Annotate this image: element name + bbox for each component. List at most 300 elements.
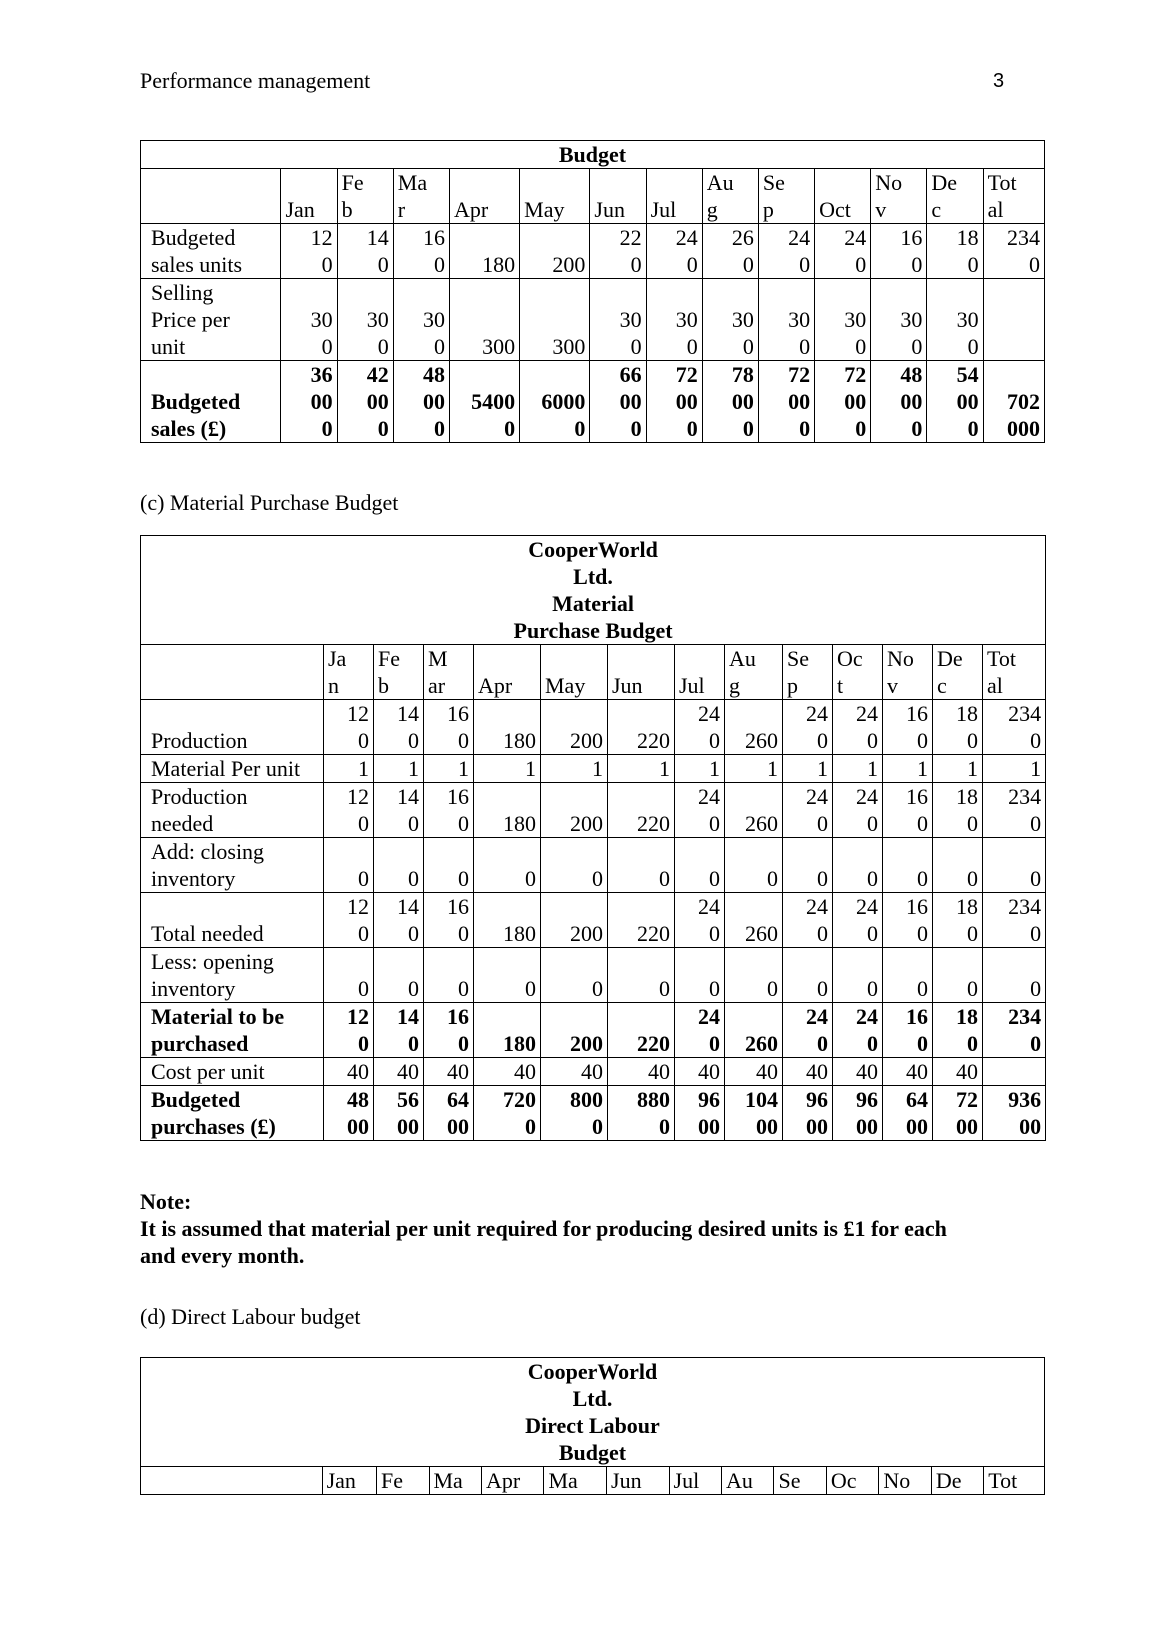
table-cell-line: 00 xyxy=(366,389,389,414)
table-cell-line: 78 xyxy=(731,362,754,387)
table-cell-line: 0 xyxy=(911,334,923,359)
table-cell-line: 0 xyxy=(867,1031,878,1056)
table-cell-line: 0 xyxy=(358,1031,369,1056)
table-cell-line xyxy=(478,1003,536,1030)
table-cell xyxy=(324,700,374,755)
table-cell xyxy=(983,755,1046,783)
table-cell xyxy=(725,893,783,948)
table-cell-line: 0 xyxy=(1030,921,1042,946)
table-cell-line: 0 xyxy=(525,866,536,891)
table-cell-line: 180 xyxy=(503,1031,536,1056)
note-title: Note: xyxy=(140,1189,192,1214)
table-cell-line: 66 xyxy=(619,362,642,387)
table-cell xyxy=(783,1058,833,1086)
row-label-line: Material Per unit xyxy=(151,756,301,781)
table-cell-line: 200 xyxy=(552,252,586,277)
table-cell-line xyxy=(988,361,1040,388)
table-cell xyxy=(725,1003,783,1058)
month-header-cell-line: Fe xyxy=(341,170,364,195)
table-cell xyxy=(393,224,449,279)
table-cell xyxy=(702,361,758,443)
table-cell-line: 1 xyxy=(967,756,978,781)
table-cell-line: 12 xyxy=(310,225,333,250)
table-cell xyxy=(474,755,541,783)
table-cell-line: 220 xyxy=(637,1031,670,1056)
table-cell-line: 0 xyxy=(458,976,469,1001)
table-cell-line: 0 xyxy=(817,728,828,753)
table-cell-line: 220 xyxy=(637,811,670,836)
table-cell xyxy=(324,783,374,838)
table-cell-line: 1 xyxy=(867,756,878,781)
table-cell xyxy=(725,948,783,1003)
table-cell xyxy=(933,948,983,1003)
month-header-cell xyxy=(983,645,1046,700)
table-cell-line: 0 xyxy=(659,866,670,891)
table-cell-line: 24 xyxy=(806,1004,828,1029)
table-cell-line: 30 xyxy=(366,307,389,332)
table-cell xyxy=(883,700,933,755)
table-cell-line: 0 xyxy=(967,866,978,891)
table-cell-line xyxy=(987,838,1041,865)
table-cell-line: 0 xyxy=(967,334,979,359)
table-cell-line: 0 xyxy=(817,921,828,946)
month-header-cell: Jun xyxy=(607,1467,670,1495)
table-cell-line: 40 xyxy=(806,1059,828,1084)
table-cell-line: 96 xyxy=(806,1087,828,1112)
table-cell-line: 6000 xyxy=(541,389,586,414)
table-cell-line xyxy=(837,838,878,865)
table-cell xyxy=(374,700,424,755)
row-label-line: Cost per unit xyxy=(151,1059,265,1084)
month-header-cell: Apr xyxy=(481,1467,544,1495)
table-cell-line xyxy=(378,838,419,865)
row-label xyxy=(141,224,281,279)
table-cell-line: 72 xyxy=(844,362,867,387)
table-cell-line xyxy=(524,361,585,388)
table-cell-line: 0 xyxy=(967,1031,978,1056)
table-title-line: Ltd. xyxy=(572,1386,613,1411)
table-cell-line: 0 xyxy=(686,252,698,277)
table-cell-line xyxy=(545,893,603,920)
table-cell-line: 0 xyxy=(433,416,445,441)
table-cell-line: 0 xyxy=(574,416,586,441)
table-cell-line xyxy=(612,700,670,727)
table-cell xyxy=(324,1058,374,1086)
table-cell xyxy=(324,948,374,1003)
month-header-cell xyxy=(871,169,927,224)
table-cell-line: 0 xyxy=(799,252,811,277)
table-cell xyxy=(725,1086,783,1141)
table-cell-line: 1 xyxy=(767,756,778,781)
table-cell-line: 260 xyxy=(745,811,778,836)
table-cell xyxy=(933,755,983,783)
table-cell-line: 0 xyxy=(917,976,928,1001)
table-cell-line xyxy=(328,838,369,865)
month-header-cell: Au xyxy=(722,1467,774,1495)
row-label-line: Budgeted xyxy=(151,1087,241,1112)
month-header-cell-line: p xyxy=(787,673,798,698)
table-cell-line: 12 xyxy=(347,894,369,919)
month-header-cell-line: c xyxy=(937,673,947,698)
row-label xyxy=(141,1058,324,1086)
table-cell-line: 1 xyxy=(659,756,670,781)
table-cell-line: 0 xyxy=(592,976,603,1001)
table-cell xyxy=(725,783,783,838)
table-cell-line: 00 xyxy=(956,1114,978,1139)
table-cell-line: 0 xyxy=(433,252,445,277)
row-label-line: unit xyxy=(151,334,186,359)
row-label-line: Production xyxy=(151,784,248,809)
table-cell-line: 24 xyxy=(698,1004,720,1029)
table-cell-line: 0 xyxy=(1030,976,1042,1001)
table-cell-line: 24 xyxy=(856,701,878,726)
table-cell-line: 30 xyxy=(731,307,754,332)
table-cell-line: 0 xyxy=(592,866,603,891)
month-header-cell: Se xyxy=(774,1467,826,1495)
table-cell-line xyxy=(729,700,778,727)
table-cell-line xyxy=(612,948,670,975)
table-cell-line xyxy=(679,838,720,865)
row-label xyxy=(141,700,324,755)
table-title-line: CooperWorld xyxy=(527,1359,658,1384)
month-header-cell xyxy=(725,645,783,700)
month-header-cell: Fe xyxy=(377,1467,429,1495)
month-header-cell-line xyxy=(819,169,866,196)
month-header-cell-line: Jan xyxy=(285,197,315,222)
table-cell xyxy=(983,224,1044,279)
table-cell-line: 0 xyxy=(321,416,333,441)
table-title-line: Ltd. xyxy=(573,564,613,589)
table-cell-line: 720 xyxy=(503,1087,536,1112)
month-header-cell-line: p xyxy=(762,197,774,222)
table-cell xyxy=(541,755,608,783)
table-cell xyxy=(675,893,725,948)
table-cell-line: 0 xyxy=(1030,728,1042,753)
row-label-header xyxy=(141,1467,323,1495)
table-cell xyxy=(324,893,374,948)
month-header-cell xyxy=(783,645,833,700)
table-cell-line: 14 xyxy=(397,784,419,809)
note-block xyxy=(140,1188,1020,1269)
month-header-cell-line xyxy=(651,169,698,196)
table-cell-line: 00 xyxy=(347,1114,369,1139)
table-cell xyxy=(474,1003,541,1058)
table-cell-line xyxy=(651,279,698,306)
table-cell xyxy=(424,1058,474,1086)
table-cell-line xyxy=(454,279,515,306)
table-cell-line: 0 xyxy=(799,334,811,359)
table-cell xyxy=(783,755,833,783)
table-cell-line: 0 xyxy=(1029,252,1040,277)
table-cell-line: 16 xyxy=(906,701,928,726)
table-cell xyxy=(933,893,983,948)
table-cell-line xyxy=(763,279,810,306)
table-cell-line: 14 xyxy=(397,894,419,919)
table-cell xyxy=(833,755,883,783)
table-cell-line: 00 xyxy=(1019,1114,1042,1139)
table-cell xyxy=(541,700,608,755)
month-header-cell xyxy=(927,169,983,224)
row-label xyxy=(141,361,281,443)
table-cell-line: 0 xyxy=(525,1114,536,1139)
month-header-row xyxy=(141,645,1046,700)
table-cell-line: 0 xyxy=(659,976,670,1001)
table-cell-line: 200 xyxy=(570,921,603,946)
table-cell-line: 0 xyxy=(967,976,978,1001)
month-header-cell-line: De xyxy=(937,646,963,671)
table-cell-line xyxy=(545,948,603,975)
table-cell-line: 260 xyxy=(745,728,778,753)
table-row xyxy=(141,224,1045,279)
table-cell-line: 00 xyxy=(422,389,445,414)
table-cell-line: 18 xyxy=(956,1004,978,1029)
table-cell-line: 96 xyxy=(698,1087,720,1112)
table-cell xyxy=(833,783,883,838)
table-cell-line: 0 xyxy=(867,921,878,946)
month-header-cell-line: g xyxy=(706,197,718,222)
month-header-cell-line: al xyxy=(987,197,1004,222)
table-cell-line: 30 xyxy=(900,307,923,332)
table-cell-line: 234 xyxy=(1007,225,1040,250)
month-header-cell xyxy=(393,169,449,224)
table-cell-line: 0 xyxy=(686,416,698,441)
month-header-cell-line xyxy=(545,645,603,672)
table-cell-line: 0 xyxy=(709,1031,720,1056)
table-cell-line: 22 xyxy=(619,225,642,250)
table-cell xyxy=(983,279,1044,361)
table-cell-line: 48 xyxy=(422,362,445,387)
table-cell-line: 0 xyxy=(867,976,878,1001)
table-cell-line: 0 xyxy=(321,252,333,277)
table-cell xyxy=(474,838,541,893)
table-cell xyxy=(590,361,646,443)
table-cell-line xyxy=(594,279,641,306)
table-cell-line: 00 xyxy=(844,389,867,414)
table-cell-line: 00 xyxy=(856,1114,878,1139)
table-cell-line: 12 xyxy=(347,1004,369,1029)
table-cell xyxy=(541,893,608,948)
table-cell-line: 800 xyxy=(570,1087,603,1112)
row-label xyxy=(141,948,324,1003)
table-cell-line: 0 xyxy=(504,416,516,441)
table-cell-line: 0 xyxy=(358,866,369,891)
table-cell xyxy=(983,838,1046,893)
month-header-cell-line: v xyxy=(887,673,898,698)
row-label-line: sales (£) xyxy=(151,416,227,441)
table-cell xyxy=(541,1003,608,1058)
material-purchase-budget-table xyxy=(140,535,1046,1141)
table-cell-line: 0 xyxy=(855,416,867,441)
table-cell xyxy=(393,361,449,443)
table-cell xyxy=(374,783,424,838)
row-label xyxy=(141,838,324,893)
table-cell-line: 24 xyxy=(698,701,720,726)
table-cell-line: 00 xyxy=(788,389,811,414)
table-cell xyxy=(474,948,541,1003)
month-header-cell-line: Jun xyxy=(594,197,625,222)
table-cell-line: 1 xyxy=(358,756,369,781)
month-header-cell-line: Apr xyxy=(453,197,489,222)
table-cell xyxy=(337,224,393,279)
table-cell-line xyxy=(729,948,778,975)
month-header-cell-line: n xyxy=(328,673,339,698)
table-title-line: Material xyxy=(552,591,634,616)
table-cell-line xyxy=(729,893,778,920)
table-cell-line: 5400 xyxy=(471,389,516,414)
month-header-cell: No xyxy=(879,1467,931,1495)
table-cell-line: 0 xyxy=(867,866,878,891)
table-cell-line: 18 xyxy=(956,894,978,919)
table-cell-line xyxy=(545,1003,603,1030)
month-header-cell xyxy=(449,169,519,224)
table-cell xyxy=(675,700,725,755)
row-label-line: Budgeted xyxy=(151,389,241,414)
table-cell-line: 0 xyxy=(817,1031,828,1056)
table-cell-line xyxy=(478,700,536,727)
table-cell xyxy=(983,700,1046,755)
table-cell xyxy=(871,224,927,279)
table-cell-line: 0 xyxy=(377,252,389,277)
table-cell-line: 30 xyxy=(310,307,333,332)
table-cell xyxy=(883,893,933,948)
table-cell-line: 0 xyxy=(917,866,928,891)
table-cell-line: 0 xyxy=(799,416,811,441)
table-cell xyxy=(324,1003,374,1058)
table-title-line: CooperWorld xyxy=(528,537,658,562)
table-cell xyxy=(833,1086,883,1141)
table-cell-line: 0 xyxy=(709,811,720,836)
table-cell-line xyxy=(987,1058,1041,1085)
table-cell-line: 0 xyxy=(709,976,720,1001)
month-header-cell xyxy=(374,645,424,700)
row-label xyxy=(141,783,324,838)
row-label-line: inventory xyxy=(151,866,236,891)
table-row xyxy=(141,361,1045,443)
table-cell-line: 234 xyxy=(1008,784,1042,809)
table-row xyxy=(141,893,1046,948)
table-cell-line xyxy=(729,783,778,810)
row-label-line xyxy=(151,361,276,388)
table-cell-line xyxy=(454,224,515,251)
table-cell xyxy=(702,224,758,279)
table-cell-line: 18 xyxy=(956,701,978,726)
table-row xyxy=(141,1003,1046,1058)
table-cell xyxy=(933,1086,983,1141)
table-title: Budget xyxy=(141,141,1045,169)
direct-labour-budget-table xyxy=(140,1357,1045,1495)
month-header-cell-line xyxy=(285,169,332,196)
table-cell-line: 0 xyxy=(377,416,389,441)
table-cell-line: 0 xyxy=(630,334,642,359)
table-cell xyxy=(815,224,871,279)
table-cell-line: 30 xyxy=(422,307,445,332)
table-cell-line: 0 xyxy=(967,811,978,836)
table-cell xyxy=(424,948,474,1003)
table-cell-line: 40 xyxy=(514,1059,536,1084)
table-title-row xyxy=(141,1358,1045,1467)
table-cell xyxy=(608,755,675,783)
table-cell-line xyxy=(787,838,828,865)
month-header-cell xyxy=(983,169,1044,224)
row-label-header xyxy=(141,169,281,224)
table-cell-line: 30 xyxy=(788,307,811,332)
month-header-cell-line: Tot xyxy=(987,170,1017,195)
table-cell-line: 0 xyxy=(408,728,419,753)
table-cell xyxy=(424,1086,474,1141)
month-header-cell-line: May xyxy=(545,673,586,698)
table-cell xyxy=(675,755,725,783)
table-cell xyxy=(424,893,474,948)
table-cell-line: 0 xyxy=(867,811,878,836)
table-cell-line: 0 xyxy=(358,811,369,836)
month-header-cell-line: Au xyxy=(706,170,734,195)
table-cell xyxy=(608,700,675,755)
table-cell-line: 16 xyxy=(900,225,923,250)
table-cell-line: 24 xyxy=(698,894,720,919)
table-cell-line: 180 xyxy=(503,921,536,946)
table-cell-line: 0 xyxy=(917,921,928,946)
month-header-cell-line xyxy=(454,169,515,196)
table-cell xyxy=(783,700,833,755)
table-cell-line: 18 xyxy=(956,784,978,809)
month-header-cell-line: al xyxy=(987,673,1003,698)
row-label-line: purchases (£) xyxy=(151,1114,276,1139)
table-cell-line: 14 xyxy=(397,1004,419,1029)
table-cell xyxy=(833,1058,883,1086)
table-cell-line: 0 xyxy=(630,252,642,277)
table-cell-line: 30 xyxy=(844,307,867,332)
table-cell xyxy=(883,1086,933,1141)
month-header-cell xyxy=(281,169,337,224)
table-cell-line xyxy=(612,838,670,865)
month-header-cell: Oc xyxy=(826,1467,878,1495)
table-cell-line xyxy=(545,838,603,865)
table-cell xyxy=(374,838,424,893)
table-cell-line xyxy=(819,279,866,306)
row-label xyxy=(141,1003,324,1058)
table-cell xyxy=(675,1086,725,1141)
table-cell-line: 40 xyxy=(447,1059,469,1084)
row-label-line: Production xyxy=(151,728,248,753)
table-cell-line xyxy=(887,948,928,975)
table-cell xyxy=(474,1058,541,1086)
table-cell xyxy=(725,838,783,893)
month-header-cell: Ma xyxy=(544,1467,607,1495)
table-cell-line xyxy=(987,948,1041,975)
table-cell xyxy=(933,1058,983,1086)
table-cell xyxy=(883,783,933,838)
table-cell-line xyxy=(478,893,536,920)
row-label xyxy=(141,279,281,361)
table-cell-line: 0 xyxy=(967,921,978,946)
table-cell-line xyxy=(398,279,445,306)
table-cell-line: 40 xyxy=(347,1059,369,1084)
table-cell-line: 0 xyxy=(377,334,389,359)
table-cell-line: 200 xyxy=(570,728,603,753)
table-cell-line: 300 xyxy=(552,334,586,359)
table-cell-line xyxy=(988,306,1040,333)
table-cell-line xyxy=(875,279,922,306)
table-cell-line: 24 xyxy=(806,784,828,809)
table-cell-line xyxy=(478,783,536,810)
table-cell xyxy=(520,361,590,443)
table-cell xyxy=(983,783,1046,838)
table-cell-line: 24 xyxy=(806,894,828,919)
table-cell xyxy=(883,755,933,783)
table-cell-line: 1 xyxy=(592,756,603,781)
table-cell-line xyxy=(285,279,332,306)
month-header-cell xyxy=(933,645,983,700)
